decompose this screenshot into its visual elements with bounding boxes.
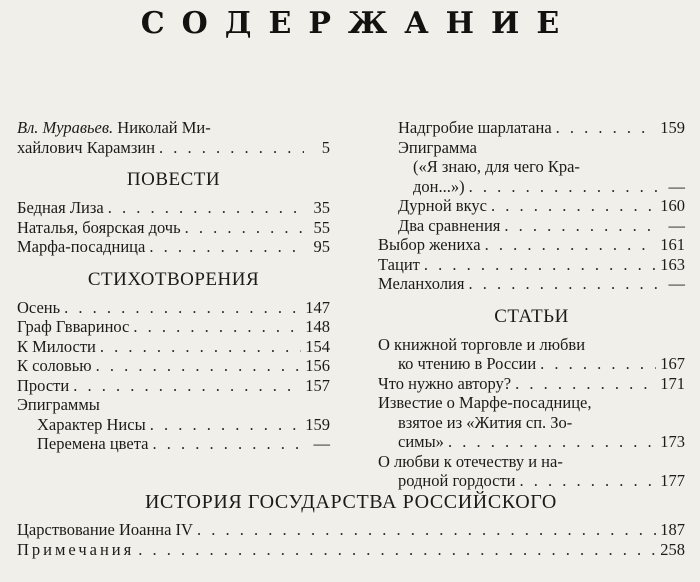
toc-entry[interactable]: [378, 196, 685, 216]
entry-title: Надгробие шарлатана: [398, 118, 552, 137]
toc-entry[interactable]: [17, 540, 685, 560]
entry-author: Вл. Муравьев.: [17, 118, 114, 137]
dot-leader: [468, 274, 659, 294]
entry-title: Граф Гвваринос: [17, 317, 130, 336]
entry-page: —: [668, 176, 685, 196]
toc-entry[interactable]: [17, 520, 685, 540]
entry-page: 177: [660, 471, 685, 490]
entry-title: Меланхолия: [378, 274, 465, 293]
dot-leader: [469, 177, 659, 197]
entry-title: Два сравнения: [398, 215, 501, 235]
toc-left-column: [17, 118, 330, 454]
entry-title: Известие о Марфе-посаднице,: [378, 393, 592, 412]
entry-page: 5: [321, 137, 330, 157]
entry-title: хайлович Карамзин: [17, 137, 156, 157]
entry-page: 148: [305, 317, 330, 336]
entry-page: —: [668, 274, 685, 293]
toc-entry[interactable]: [17, 434, 330, 454]
toc-entry[interactable]: [378, 235, 685, 255]
entry-title: дон...»): [413, 176, 465, 196]
toc-entry[interactable]: [378, 354, 685, 374]
toc-subheading-epigram: Эпиграмма: [398, 137, 477, 157]
toc-entry[interactable]: [378, 374, 685, 394]
dot-leader: [159, 138, 304, 158]
section-heading-istoriya: ИСТОРИЯ ГОСУДАРСТВА РОССИЙСКОГО: [145, 491, 557, 513]
dot-leader: [424, 255, 656, 275]
entry-title: Николай Ми-: [113, 118, 211, 137]
entry-page: 159: [660, 118, 685, 137]
entry-page: 154: [305, 336, 330, 356]
dot-leader: [138, 540, 656, 560]
dot-leader: [108, 198, 304, 218]
entry-page: 258: [660, 539, 685, 559]
dot-leader: [150, 415, 302, 435]
toc-entry[interactable]: [378, 255, 685, 275]
entry-title: Марфа-посадница: [17, 237, 146, 256]
entry-title: Прости: [17, 375, 70, 395]
dot-leader: [96, 356, 302, 376]
toc-entry[interactable]: [17, 298, 330, 318]
entry-title: Бедная Лиза: [17, 198, 104, 217]
toc-entry[interactable]: [378, 118, 685, 138]
dot-leader: [73, 376, 301, 396]
entry-page: 161: [660, 235, 685, 254]
dot-leader: [64, 298, 301, 318]
section-heading-stikhotvoreniya: СТИХОТВОРЕНИЯ: [87, 268, 260, 290]
entry-page: 187: [660, 520, 685, 539]
dot-leader: [556, 118, 657, 138]
dot-leader: [504, 216, 659, 236]
toc-entry[interactable]: [17, 376, 330, 396]
entry-title: Перемена цвета: [37, 434, 149, 453]
entry-title: О любви к отечеству и на-: [378, 451, 563, 471]
toc-entry[interactable]: [378, 471, 685, 491]
entry-page: —: [313, 434, 330, 453]
page-title: СОДЕРЖАНИЕ: [140, 6, 577, 41]
toc-entry[interactable]: [378, 177, 685, 197]
entry-page: 160: [660, 196, 685, 215]
entry-page: 171: [660, 373, 685, 393]
entry-title: Выбор жениха: [378, 235, 481, 254]
section-heading-povesti: ПОВЕСТИ: [126, 169, 221, 190]
toc-entry[interactable]: [17, 198, 330, 218]
entry-title: К соловью: [17, 356, 92, 375]
toc-entry[interactable]: [17, 237, 330, 257]
dot-leader: [152, 434, 304, 454]
toc-bottom-section: [17, 490, 685, 559]
entry-title: ко чтению в России: [398, 354, 537, 373]
entry-title: Тацит: [378, 254, 420, 274]
entry-page: 163: [660, 254, 685, 274]
entry-title: симы»: [398, 432, 444, 451]
entry-title: Характер Нисы: [37, 414, 146, 434]
entry-title: Дурной вкус: [398, 196, 487, 215]
toc-entry-intro[interactable]: [17, 118, 330, 138]
entry-title: Осень: [17, 297, 61, 317]
toc-entry[interactable]: [17, 317, 330, 337]
toc-entry-intro-cont[interactable]: [17, 138, 330, 158]
entry-page: 147: [305, 297, 330, 317]
entry-title: («Я знаю, для чего Кра-: [413, 157, 580, 176]
toc-entry[interactable]: [378, 274, 685, 294]
toc-entry[interactable]: [378, 432, 685, 452]
entry-page: 35: [313, 198, 330, 217]
toc-entry[interactable]: [378, 216, 685, 236]
entry-title: Что нужно автору?: [378, 373, 512, 393]
dot-leader: [185, 218, 304, 238]
entry-title: К Милости: [17, 336, 96, 356]
dot-leader: [448, 432, 656, 452]
entry-title: Царствование Иоанна IV: [17, 520, 193, 539]
toc-right-column: [378, 118, 685, 491]
entry-page: 167: [660, 354, 685, 373]
dot-leader: [485, 235, 657, 255]
entry-title: Примечания: [17, 539, 135, 559]
entry-page: 55: [313, 217, 330, 237]
toc-subheading-epigrams: Эпиграммы: [17, 395, 100, 414]
dot-leader: [149, 237, 304, 257]
entry-page: 95: [313, 237, 330, 256]
toc-entry[interactable]: [17, 218, 330, 238]
toc-entry[interactable]: [17, 356, 330, 376]
entry-page: 157: [305, 375, 330, 395]
entry-title: Наталья, боярская дочь: [17, 217, 181, 237]
toc-entry[interactable]: [17, 337, 330, 357]
entry-title: взятое из «Жития сп. Зо-: [398, 412, 573, 432]
dot-leader: [491, 196, 656, 216]
entry-page: 156: [305, 356, 330, 375]
dot-leader: [197, 520, 656, 540]
entry-page: 173: [660, 432, 685, 451]
entry-title: О книжной торговле и любви: [378, 334, 586, 354]
toc-entry[interactable]: [17, 415, 330, 435]
dot-leader: [100, 337, 301, 357]
dot-leader: [520, 471, 657, 491]
dot-leader: [515, 374, 656, 394]
entry-page: —: [668, 215, 685, 235]
section-heading-stati: СТАТЬИ: [494, 305, 569, 327]
dot-leader: [540, 354, 656, 374]
entry-title: родной гордости: [398, 471, 516, 490]
entry-page: 159: [305, 414, 330, 434]
dot-leader: [133, 317, 301, 337]
